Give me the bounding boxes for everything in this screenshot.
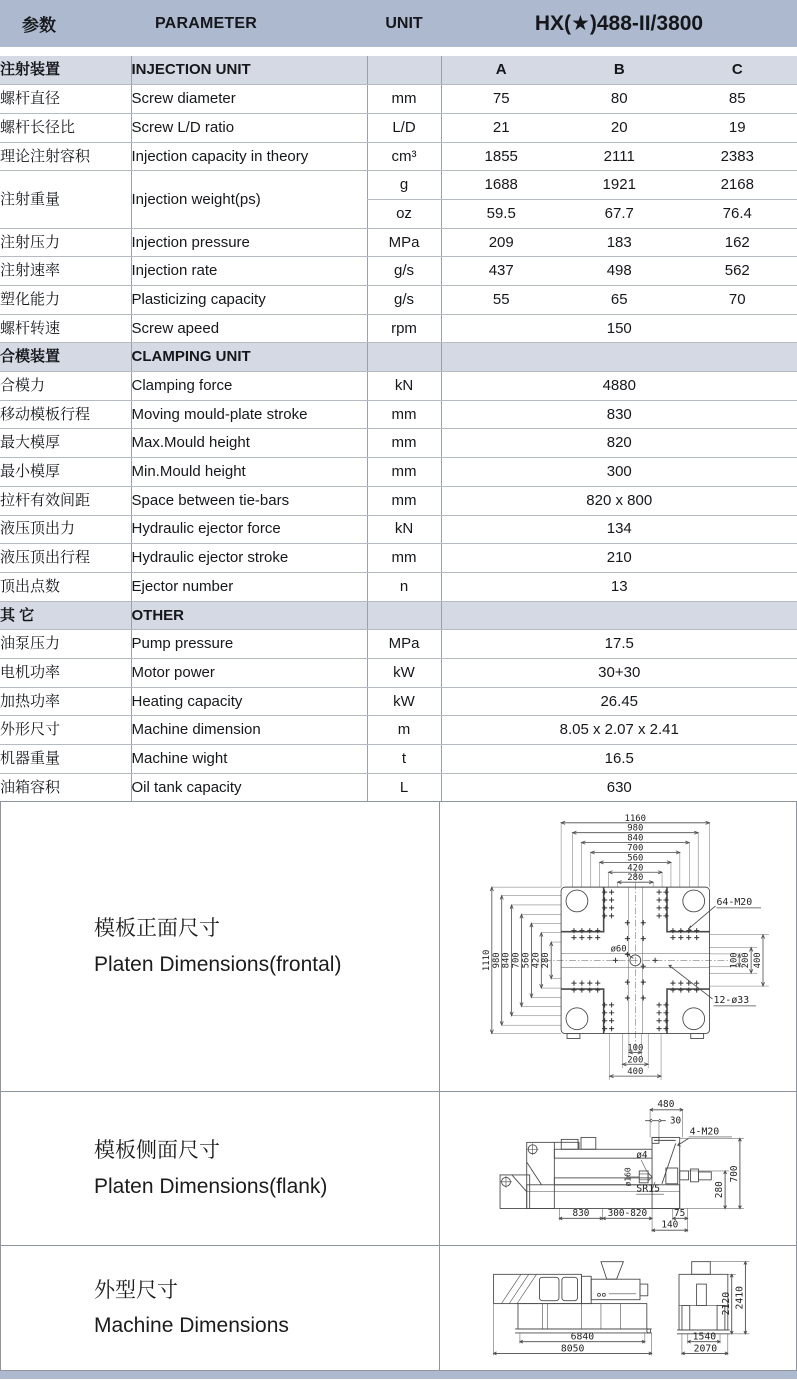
header-param-cn: 参数 — [22, 16, 56, 35]
param-cn-cell: 电机功率 — [0, 658, 131, 687]
dim-label: 100 — [728, 952, 739, 969]
param-cn-cell: 注射速率 — [0, 257, 131, 286]
value: 55 — [492, 290, 510, 308]
header-gap — [0, 47, 797, 56]
value-cell: 30+30 — [441, 658, 797, 687]
unit-cell: cm³ — [367, 142, 441, 171]
param-cn-cell: 注射重量 — [0, 171, 131, 228]
param-cn-cell: 外形尺寸 — [0, 716, 131, 745]
platen-frontal-drawing — [441, 803, 797, 1091]
value: 2383 — [720, 147, 754, 165]
param-en-cell: Injection capacity in theory — [131, 142, 367, 171]
value-cell: 8.05 x 2.07 x 2.41 — [441, 716, 797, 745]
dim-label: 560 — [520, 952, 531, 969]
value: 75 — [492, 90, 510, 108]
flank-480: 480 — [656, 1098, 674, 1110]
param-cn-cell: 拉杆有效间距 — [0, 486, 131, 515]
table-row — [0, 773, 797, 802]
footer-band — [0, 1371, 797, 1379]
value: 85 — [728, 90, 746, 108]
table-row — [0, 630, 797, 659]
value-cell: 630 — [441, 773, 797, 802]
section-row — [0, 343, 797, 372]
dim-label: 420 — [530, 952, 541, 969]
table-row — [0, 658, 797, 687]
frontal-12-o33-label: 12-ø33 — [713, 994, 749, 1006]
table-row — [0, 429, 797, 458]
dim-label: 980 — [491, 952, 502, 969]
param-cn-cell: 油箱容积 — [0, 773, 131, 802]
table-row — [0, 372, 797, 401]
values-cell — [441, 601, 797, 630]
table-row — [0, 515, 797, 544]
param-en-cell: OTHER — [131, 601, 367, 630]
param-cn-cell: 螺杆转速 — [0, 314, 131, 343]
table-row — [0, 171, 797, 200]
value: 20 — [610, 118, 628, 136]
value: 2168 — [720, 176, 754, 194]
param-cn-cell: 机器重量 — [0, 745, 131, 774]
dim-label: 200 — [626, 1055, 643, 1066]
value-cell: 150 — [441, 314, 797, 343]
value: 162 — [724, 233, 750, 251]
flank-phi4: ø4 — [635, 1150, 648, 1162]
table-row — [0, 257, 797, 286]
unit-cell — [367, 343, 441, 372]
dim-label: 560 — [626, 853, 643, 864]
value-cell: 13 — [441, 572, 797, 601]
param-cn-cell: 螺杆长径比 — [0, 113, 131, 142]
values-cell — [441, 85, 797, 114]
dim-label: 840 — [501, 952, 512, 969]
value: 498 — [606, 262, 632, 280]
machine-2120: 2120 — [720, 1292, 732, 1316]
diagram-row-machine — [1, 1246, 796, 1370]
param-en-cell: Oil tank capacity — [131, 773, 367, 802]
param-cn-cell: 螺杆直径 — [0, 85, 131, 114]
machine-label-en: Machine Dimensions — [94, 1314, 289, 1338]
unit-cell: kN — [367, 515, 441, 544]
diagram-row-flank — [1, 1092, 796, 1246]
frontal-label — [1, 802, 440, 1091]
machine-figure — [440, 1246, 797, 1370]
table-row — [0, 286, 797, 315]
value: 76.4 — [722, 204, 752, 222]
unit-cell: m — [367, 716, 441, 745]
unit-cell: t — [367, 745, 441, 774]
machine-2410: 2410 — [733, 1286, 745, 1310]
param-en-cell: Hydraulic ejector force — [131, 515, 367, 544]
section-row — [0, 601, 797, 630]
spec-table — [0, 56, 797, 802]
param-en-cell: Machine dimension — [131, 716, 367, 745]
param-cn-cell: 移动模板行程 — [0, 400, 131, 429]
values-cell — [441, 56, 797, 85]
param-cn-cell: 理论注射容积 — [0, 142, 131, 171]
value: C — [731, 61, 743, 79]
machine-6840: 6840 — [570, 1332, 594, 1344]
value: 65 — [610, 290, 628, 308]
unit-cell: kN — [367, 372, 441, 401]
machine-8050: 8050 — [560, 1343, 584, 1355]
value: A — [495, 61, 507, 79]
param-cn-cell: 其 它 — [0, 601, 131, 630]
unit-cell: mm — [367, 544, 441, 573]
value: 70 — [728, 290, 746, 308]
table-row — [0, 228, 797, 257]
machine-2070: 2070 — [693, 1343, 717, 1355]
param-en-cell: Screw diameter — [131, 85, 367, 114]
values-cell — [441, 199, 797, 228]
value-cell: 4880 — [441, 372, 797, 401]
value: B — [613, 61, 625, 79]
unit-cell — [367, 601, 441, 630]
table-row — [0, 113, 797, 142]
flank-280: 280 — [713, 1181, 725, 1199]
machine-label — [1, 1246, 440, 1370]
unit-cell: kW — [367, 658, 441, 687]
param-cn-cell: 液压顶出力 — [0, 515, 131, 544]
dim-label: 700 — [511, 952, 522, 969]
header-unit: UNIT — [385, 14, 423, 32]
dim-label: 1160 — [624, 813, 646, 824]
machine-label-cn: 外型尺寸 — [94, 1278, 178, 1302]
dim-label: 980 — [626, 823, 643, 834]
param-en-cell: Screw L/D ratio — [131, 113, 367, 142]
value: 1855 — [484, 147, 518, 165]
unit-cell: rpm — [367, 314, 441, 343]
unit-cell: mm — [367, 400, 441, 429]
value: 19 — [728, 118, 746, 136]
unit-cell: mm — [367, 486, 441, 515]
flank-label — [1, 1092, 440, 1245]
unit-cell: g/s — [367, 286, 441, 315]
value: 59.5 — [486, 204, 516, 222]
table-row — [0, 716, 797, 745]
param-en-cell: Machine wight — [131, 745, 367, 774]
value: 1688 — [484, 176, 518, 194]
table-row — [0, 458, 797, 487]
value: 80 — [610, 90, 628, 108]
param-en-cell: Clamping force — [131, 372, 367, 401]
values-cell — [441, 257, 797, 286]
diagram-row-frontal — [1, 802, 796, 1092]
unit-cell: mm — [367, 85, 441, 114]
value: 21 — [492, 118, 510, 136]
flank-SR15: SR15 — [635, 1183, 660, 1195]
value: 562 — [724, 262, 750, 280]
value: 183 — [606, 233, 632, 251]
dim-label: 840 — [626, 833, 643, 844]
dim-label: 400 — [626, 1067, 643, 1078]
unit-cell: L/D — [367, 113, 441, 142]
flank-140: 140 — [660, 1219, 678, 1231]
unit-cell: mm — [367, 429, 441, 458]
param-en-cell: CLAMPING UNIT — [131, 343, 367, 372]
unit-cell: n — [367, 572, 441, 601]
machine-dimensions-drawing — [441, 1247, 797, 1369]
table-row — [0, 486, 797, 515]
flank-830: 830 — [572, 1207, 589, 1219]
param-cn-cell: 塑化能力 — [0, 286, 131, 315]
param-en-cell: Injection rate — [131, 257, 367, 286]
flank-label-cn: 模板侧面尺寸 — [94, 1139, 220, 1163]
unit-cell: L — [367, 773, 441, 802]
table-row — [0, 400, 797, 429]
values-cell — [441, 286, 797, 315]
param-en-cell: Min.Mould height — [131, 458, 367, 487]
dim-label: 1110 — [481, 949, 492, 971]
frontal-label-en: Platen Dimensions(frontal) — [94, 952, 342, 976]
value: 209 — [488, 233, 514, 251]
dim-label: 200 — [740, 952, 751, 969]
value-cell: 820 x 800 — [441, 486, 797, 515]
value-cell: 210 — [441, 544, 797, 573]
value: 2111 — [603, 147, 635, 165]
values-cell — [441, 113, 797, 142]
param-en-cell: Ejector number — [131, 572, 367, 601]
unit-cell: MPa — [367, 630, 441, 659]
flank-phi160: ø160 — [622, 1167, 632, 1187]
param-en-cell: Motor power — [131, 658, 367, 687]
dim-label: 420 — [626, 863, 643, 874]
dim-label: 100 — [626, 1043, 643, 1054]
header-band — [0, 0, 797, 47]
flank-4-M20: 4-M20 — [689, 1126, 719, 1138]
value-cell: 820 — [441, 429, 797, 458]
dim-label: 400 — [752, 952, 763, 969]
flank-300-820: 300-820 — [607, 1207, 647, 1219]
unit-cell: mm — [367, 458, 441, 487]
param-cn-cell: 最大模厚 — [0, 429, 131, 458]
flank-700: 700 — [728, 1165, 740, 1183]
platen-flank-drawing — [441, 1093, 797, 1245]
dim-label: 280 — [626, 873, 643, 884]
flank-30: 30 — [669, 1115, 681, 1127]
table-row — [0, 572, 797, 601]
param-en-cell: Plasticizing capacity — [131, 286, 367, 315]
param-en-cell: Injection pressure — [131, 228, 367, 257]
values-cell — [441, 228, 797, 257]
frontal-o60-label: ø60 — [610, 944, 627, 955]
frontal-64-M20-label: 64-M20 — [715, 896, 752, 908]
param-en-cell: Screw apeed — [131, 314, 367, 343]
flank-label-en: Platen Dimensions(flank) — [94, 1174, 328, 1198]
machine-1540: 1540 — [692, 1332, 716, 1344]
unit-cell: g/s — [367, 257, 441, 286]
model-title: HX(★)488-II/3800 — [534, 12, 704, 35]
param-cn-cell: 注射压力 — [0, 228, 131, 257]
value: 437 — [488, 262, 514, 280]
value: 67.7 — [604, 204, 634, 222]
value-cell: 26.45 — [441, 687, 797, 716]
values-cell — [441, 171, 797, 200]
header-param-en: PARAMETER — [155, 14, 257, 32]
param-en-cell: Space between tie-bars — [131, 486, 367, 515]
table-row — [0, 85, 797, 114]
param-cn-cell: 顶出点数 — [0, 572, 131, 601]
table-row — [0, 745, 797, 774]
unit-cell — [367, 56, 441, 85]
param-en-cell: Pump pressure — [131, 630, 367, 659]
param-en-cell: Injection weight(ps) — [131, 171, 367, 228]
param-en-cell: INJECTION UNIT — [131, 56, 367, 85]
param-en-cell: Moving mould-plate stroke — [131, 400, 367, 429]
flank-figure — [440, 1092, 797, 1245]
frontal-figure — [440, 802, 797, 1091]
table-row — [0, 544, 797, 573]
values-cell — [441, 343, 797, 372]
dim-label: 280 — [540, 952, 551, 969]
param-cn-cell: 液压顶出行程 — [0, 544, 131, 573]
value: 1921 — [602, 176, 636, 194]
param-cn-cell: 合模装置 — [0, 343, 131, 372]
param-cn-cell: 合模力 — [0, 372, 131, 401]
param-en-cell: Max.Mould height — [131, 429, 367, 458]
table-row — [0, 687, 797, 716]
value-cell: 17.5 — [441, 630, 797, 659]
param-cn-cell: 最小模厚 — [0, 458, 131, 487]
param-en-cell: Hydraulic ejector stroke — [131, 544, 367, 573]
values-cell — [441, 142, 797, 171]
diagrams-panel — [0, 801, 797, 1371]
param-en-cell: Heating capacity — [131, 687, 367, 716]
table-row — [0, 142, 797, 171]
param-cn-cell: 注射装置 — [0, 56, 131, 85]
param-cn-cell: 油泵压力 — [0, 630, 131, 659]
table-row — [0, 314, 797, 343]
unit-cell: oz — [367, 199, 441, 228]
unit-cell: MPa — [367, 228, 441, 257]
value-cell: 16.5 — [441, 745, 797, 774]
unit-cell: g — [367, 171, 441, 200]
frontal-label-cn: 模板正面尺寸 — [94, 917, 220, 941]
flank-75: 75 — [673, 1207, 685, 1219]
unit-cell: kW — [367, 687, 441, 716]
dim-label: 700 — [626, 843, 643, 854]
value-cell: 300 — [441, 458, 797, 487]
value-cell: 134 — [441, 515, 797, 544]
value-cell: 830 — [441, 400, 797, 429]
section-row — [0, 56, 797, 85]
param-cn-cell: 加热功率 — [0, 687, 131, 716]
